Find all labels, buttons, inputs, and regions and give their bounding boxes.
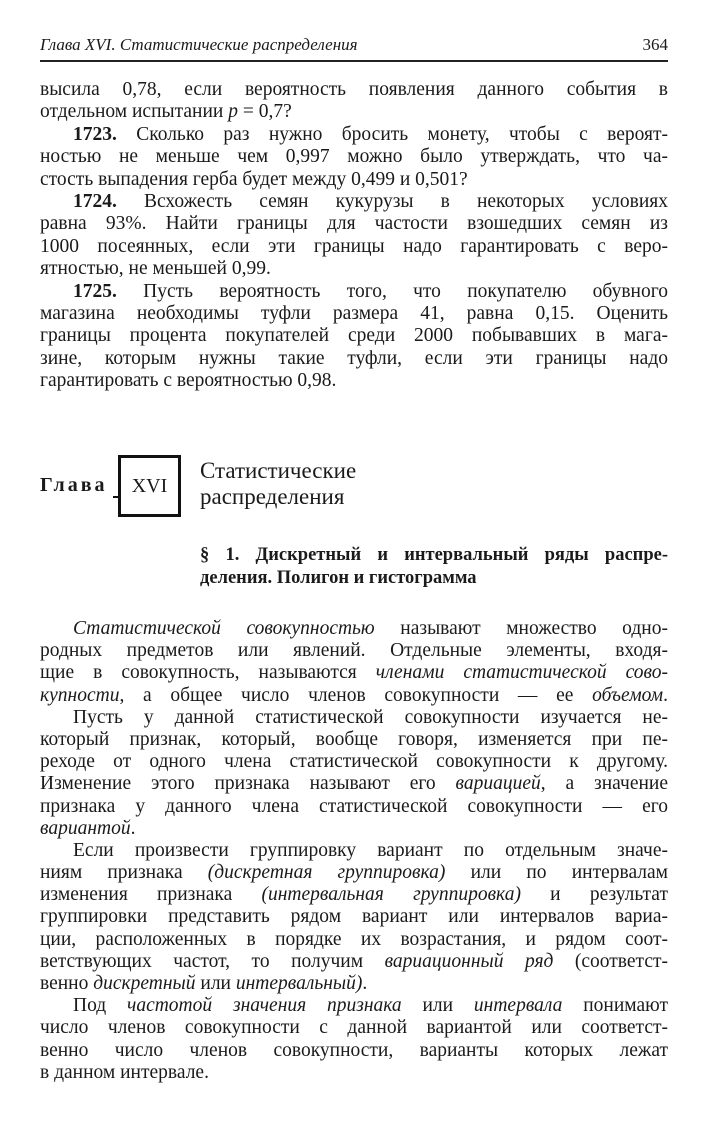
- text-line-row: [40, 370, 668, 392]
- text-segment: = 0,7?: [237, 101, 292, 123]
- text-line-row: [40, 236, 668, 258]
- text-segment: (соответст-: [553, 950, 668, 972]
- italic-term: частотой значения признака: [127, 995, 402, 1017]
- text-segment: Если произвести группировку вариант по отдельным значе-: [73, 839, 668, 861]
- text-segment: венно: [40, 973, 94, 994]
- text-segment: число членов совокупности с данной вариантой или соответст-: [40, 1017, 668, 1039]
- body-text-block: [40, 618, 668, 1084]
- header-rule: [40, 60, 668, 62]
- text-segment: Под: [73, 995, 128, 1017]
- text-segment: высила 0,78, если вероятность появления данного события в: [40, 79, 668, 100]
- text-line: [40, 1040, 668, 1062]
- text-line: [40, 303, 668, 325]
- text-line: [40, 840, 668, 862]
- italic-term: p: [228, 101, 238, 123]
- running-header: [40, 33, 668, 57]
- text-segment: называют множество одно-: [374, 618, 668, 639]
- page-number: 364: [642, 35, 668, 54]
- text-line: [40, 929, 668, 951]
- italic-term: вариантой: [40, 817, 131, 839]
- text-line: [40, 951, 668, 973]
- section-heading-line: § 1. Дискретный и интервальный ряды распре-: [200, 545, 668, 565]
- text-line: [40, 995, 668, 1017]
- text-line-row: [40, 258, 668, 280]
- italic-term: вариационный ряд: [384, 950, 554, 972]
- text-line-row: [40, 995, 668, 1017]
- text-segment: ветствующих частот, то получим: [40, 950, 385, 972]
- text-line: [40, 370, 668, 392]
- text-segment: Пусть вероятность того, что покупателю обувного: [116, 280, 668, 302]
- text-segment: изменения признака: [40, 884, 262, 906]
- text-line-row: [40, 79, 668, 101]
- text-segment: Всхожесть семян кукурузы в некоторых условиях: [116, 190, 668, 212]
- exercises-block: [40, 79, 668, 392]
- text-line-row: [40, 640, 668, 662]
- text-line: [40, 707, 668, 729]
- text-segment: гарантировать с вероятностью 0,98.: [40, 370, 337, 392]
- text-line-row: [40, 751, 668, 773]
- chapter-number: XVI: [131, 474, 168, 497]
- text-segment: отдельном испытании: [40, 101, 229, 123]
- chapter-title-line: Статистические: [200, 458, 357, 483]
- text-segment: границы процента покупателей среди 2000 побывавших в мага-: [40, 325, 668, 347]
- text-line-row: [40, 169, 668, 191]
- text-segment: который признак, который, вообще говоря, изменяется при пе-: [40, 728, 668, 750]
- text-segment: или: [195, 973, 236, 994]
- text-segment: ниям признака: [40, 862, 208, 884]
- text-line-row: [40, 707, 668, 729]
- text-line: [40, 685, 668, 707]
- text-line-row: [40, 729, 668, 751]
- text-line: [40, 884, 668, 906]
- italic-term: Статистической совокупностью: [73, 618, 375, 639]
- text-line: [40, 796, 668, 818]
- text-segment: равна 93%. Найти границы для частости взошедших семян из: [40, 213, 668, 235]
- text-line-row: [40, 796, 668, 818]
- section-heading-line: деления. Полигон и гистограмма: [200, 568, 477, 588]
- text-line-row: [40, 906, 668, 928]
- text-line-row: [40, 348, 668, 370]
- text-segment: .: [362, 973, 368, 994]
- text-segment: и результат: [520, 884, 668, 906]
- text-line-row: [40, 773, 668, 795]
- text-line-row: [40, 862, 668, 884]
- text-segment: понимают: [562, 995, 668, 1017]
- text-line-row: [40, 325, 668, 347]
- text-line-row: [40, 951, 668, 973]
- italic-term: купности: [40, 684, 120, 706]
- text-segment: стость выпадения герба будет между 0,499 и 0,501?: [40, 168, 468, 190]
- text-line: [40, 1062, 668, 1084]
- text-segment: .: [663, 684, 668, 706]
- text-segment: в данном интервале.: [40, 1061, 209, 1083]
- text-line-row: [40, 1040, 668, 1062]
- text-segment: Сколько раз нужно бросить монету, чтобы с вероят-: [116, 123, 668, 145]
- text-segment: , а общее число членов совокупности — ее: [119, 684, 593, 706]
- text-line-row: [40, 213, 668, 235]
- text-line: [40, 862, 668, 884]
- chapter-title-line: распределения: [200, 484, 345, 509]
- italic-term: (интервальная группировка): [261, 884, 521, 906]
- text-line: [40, 213, 668, 235]
- text-segment: Изменение этого признака называют его: [40, 773, 456, 795]
- text-line-row: [40, 303, 668, 325]
- text-line-row: [40, 124, 668, 146]
- text-line-row: [40, 929, 668, 951]
- text-segment: реходе от одного члена статистической совокупности к другому.: [40, 751, 668, 773]
- text-line: [40, 662, 668, 684]
- text-line-row: [40, 1062, 668, 1084]
- italic-term: (дискретная группировка): [207, 862, 446, 884]
- text-line: [40, 1017, 668, 1039]
- text-line: [40, 79, 668, 101]
- italic-term: вариацией: [455, 773, 541, 795]
- text-segment: зине, которым нужны такие туфли, если эти границы надо: [40, 347, 668, 369]
- text-line: [40, 906, 668, 928]
- text-line-row: [40, 884, 668, 906]
- text-line-row: [40, 818, 668, 840]
- italic-term: интервала: [473, 995, 563, 1017]
- text-segment: или: [401, 995, 474, 1017]
- text-segment: щие в совокупность, называются: [40, 662, 376, 684]
- text-line: [40, 124, 668, 146]
- text-line-row: [40, 662, 668, 684]
- italic-term: дискретный: [93, 973, 196, 994]
- text-line-row: [40, 191, 668, 213]
- problem-number: 1725.: [73, 280, 117, 302]
- text-segment: ятностью, не меньшей 0,99.: [40, 258, 271, 280]
- text-line: [40, 618, 668, 640]
- text-segment: венно число членов совокупности, варианты которых лежат: [40, 1039, 668, 1061]
- text-segment: Пусть у данной статистической совокупности изучается не-: [73, 706, 668, 728]
- text-segment: признака у данного члена статистической совокупности — его: [40, 795, 668, 817]
- text-line: [40, 281, 668, 303]
- text-line-row: [40, 281, 668, 303]
- italic-term: объемом: [592, 684, 664, 706]
- text-line-row: [40, 618, 668, 640]
- text-line-row: [40, 685, 668, 707]
- text-line: [40, 773, 668, 795]
- text-line: [40, 325, 668, 347]
- text-segment: магазина необходимы туфли размера 41, равна 0,15. Оценить: [40, 302, 668, 324]
- text-line: [40, 101, 668, 123]
- problem-number: 1723.: [73, 123, 117, 145]
- section-heading: [200, 544, 668, 590]
- text-segment: .: [130, 817, 136, 839]
- text-segment: родных предметов или явлений. Отдельные элементы, входя-: [40, 640, 668, 662]
- text-segment: ции, расположенных в порядке их возрастания, и рядом соот-: [40, 928, 668, 950]
- chapter-title: [200, 458, 356, 510]
- italic-term: членами статистической сово-: [375, 662, 668, 684]
- problem-number: 1724.: [73, 190, 117, 212]
- italic-term: интервальный): [235, 973, 363, 994]
- text-line: [40, 146, 668, 168]
- text-line: [40, 236, 668, 258]
- text-line: [40, 348, 668, 370]
- text-line-row: [40, 146, 668, 168]
- text-segment: 1000 посеянных, если эти границы надо гарантировать с веро-: [40, 235, 668, 257]
- text-line-row: [40, 101, 668, 123]
- running-title: Глава XVI. Статистические распределения: [40, 35, 358, 54]
- text-line: [40, 640, 668, 662]
- text-line: [40, 729, 668, 751]
- text-segment: группировки представить рядом вариант или интервалов вариа-: [40, 906, 668, 928]
- text-segment: или по интервалам: [445, 862, 668, 884]
- text-segment: ностью не меньше чем 0,997 можно было утверждать, что ча-: [40, 146, 668, 168]
- text-line: [40, 973, 668, 995]
- text-line-row: [40, 973, 668, 995]
- text-line: [40, 258, 668, 280]
- text-segment: , а значение: [540, 773, 668, 795]
- text-line-row: [40, 1017, 668, 1039]
- text-line: [40, 818, 668, 840]
- chapter-word: Глава: [40, 474, 108, 496]
- text-line-row: [40, 840, 668, 862]
- text-line: [40, 169, 668, 191]
- text-line: [40, 751, 668, 773]
- text-line: [40, 191, 668, 213]
- chapter-number-box: [118, 455, 181, 517]
